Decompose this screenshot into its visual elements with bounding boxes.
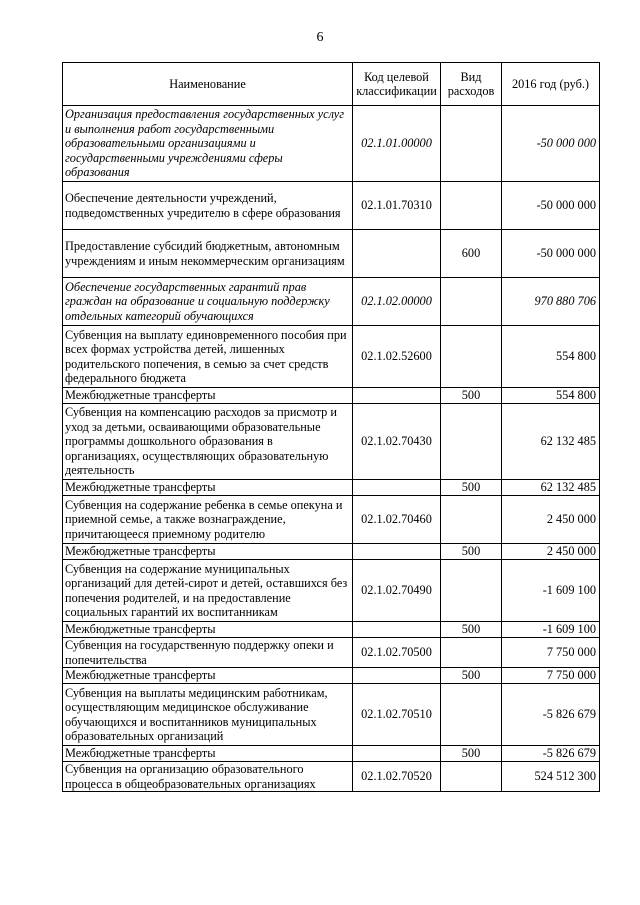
header-amount: 2016 год (руб.) — [502, 63, 600, 106]
cell-code: 02.1.02.70430 — [353, 404, 441, 480]
cell-code: 02.1.02.70460 — [353, 496, 441, 544]
table-row — [63, 388, 600, 404]
cell-code — [353, 668, 441, 684]
cell-name: Субвенция на выплату единовременного пособия при всех формах устройства детей, лишенных родительского попечения, в семью за счет средств федерального бюджета — [63, 326, 353, 388]
cell-amount: 2 450 000 — [502, 496, 600, 544]
cell-amount: -5 826 679 — [502, 746, 600, 762]
cell-code: 02.1.02.70500 — [353, 638, 441, 668]
cell-name: Предоставление субсидий бюджетным, автономным учреждениям и иным некоммерческим организациям — [63, 230, 353, 278]
budget-table — [62, 62, 600, 792]
table-body — [63, 106, 600, 792]
cell-type: 500 — [441, 480, 502, 496]
page-number: 6 — [316, 30, 324, 45]
table-row — [63, 230, 600, 278]
cell-type: 600 — [441, 230, 502, 278]
cell-name: Обеспечение государственных гарантий прав граждан на образование и социальную поддержку отдельных категорий обучающихся — [63, 278, 353, 326]
cell-amount: 524 512 300 — [502, 762, 600, 792]
cell-name: Межбюджетные трансферты — [63, 622, 353, 638]
cell-code: 02.1.02.70510 — [353, 684, 441, 746]
header-type: Вид расходов — [441, 63, 502, 106]
table-row — [63, 762, 600, 792]
cell-name: Субвенция на содержание муниципальных организаций для детей-сирот и детей, оставшихся без попечения родителей, и на предоставление социальных гарантий их воспитанникам — [63, 560, 353, 622]
header-code: Код целевой классификации — [353, 63, 441, 106]
table-header-row — [63, 63, 600, 106]
cell-name: Межбюджетные трансферты — [63, 544, 353, 560]
table-row — [63, 668, 600, 684]
cell-code: 02.1.01.00000 — [353, 106, 441, 182]
table-row — [63, 638, 600, 668]
cell-amount: -50 000 000 — [502, 106, 600, 182]
cell-amount: 554 800 — [502, 388, 600, 404]
cell-amount: 554 800 — [502, 326, 600, 388]
cell-name: Межбюджетные трансферты — [63, 668, 353, 684]
header-name: Наименование — [63, 63, 353, 106]
cell-amount: -1 609 100 — [502, 560, 600, 622]
table-row — [63, 404, 600, 480]
cell-code: 02.1.02.70490 — [353, 560, 441, 622]
cell-type: 500 — [441, 668, 502, 684]
table-row — [63, 496, 600, 544]
cell-type — [441, 638, 502, 668]
cell-type: 500 — [441, 746, 502, 762]
table-row — [63, 326, 600, 388]
cell-type — [441, 684, 502, 746]
cell-name: Субвенция на компенсацию расходов за присмотр и уход за детьми, осваивающими образовательные программы дошкольного образования в организациях, осуществляющих образовательную деятельность — [63, 404, 353, 480]
cell-name: Субвенция на выплаты медицинским работникам, осуществляющим медицинское обслуживание обучающихся и воспитанников муниципальных образовательных организаций — [63, 684, 353, 746]
table-row — [63, 560, 600, 622]
cell-code: 02.1.02.70520 — [353, 762, 441, 792]
cell-amount: 970 880 706 — [502, 278, 600, 326]
cell-type — [441, 496, 502, 544]
cell-type: 500 — [441, 622, 502, 638]
table-row — [63, 746, 600, 762]
table-row — [63, 278, 600, 326]
table-row — [63, 544, 600, 560]
cell-code: 02.1.02.52600 — [353, 326, 441, 388]
cell-code: 02.1.02.00000 — [353, 278, 441, 326]
cell-name: Организация предоставления государственных услуг и выполнения работ государственными образовательными организациями и государственными учреждениями сферы образования — [63, 106, 353, 182]
cell-amount: 62 132 485 — [502, 404, 600, 480]
cell-code — [353, 388, 441, 404]
cell-type — [441, 404, 502, 480]
cell-type — [441, 560, 502, 622]
cell-type — [441, 326, 502, 388]
cell-type — [441, 106, 502, 182]
cell-code — [353, 746, 441, 762]
cell-type: 500 — [441, 388, 502, 404]
table-row — [63, 182, 600, 230]
cell-type — [441, 278, 502, 326]
table-row — [63, 480, 600, 496]
cell-name: Межбюджетные трансферты — [63, 480, 353, 496]
table-row — [63, 106, 600, 182]
cell-code — [353, 480, 441, 496]
cell-type — [441, 762, 502, 792]
cell-code: 02.1.01.70310 — [353, 182, 441, 230]
cell-amount: 7 750 000 — [502, 668, 600, 684]
cell-type — [441, 182, 502, 230]
cell-amount: 7 750 000 — [502, 638, 600, 668]
cell-code — [353, 230, 441, 278]
cell-name: Межбюджетные трансферты — [63, 388, 353, 404]
cell-amount: -50 000 000 — [502, 182, 600, 230]
cell-code — [353, 622, 441, 638]
cell-type: 500 — [441, 544, 502, 560]
cell-code — [353, 544, 441, 560]
table-row — [63, 684, 600, 746]
cell-amount: -5 826 679 — [502, 684, 600, 746]
cell-name: Субвенция на содержание ребенка в семье опекуна и приемной семье, а также вознаграждение, причитающееся приемному родителю — [63, 496, 353, 544]
cell-name: Обеспечение деятельности учреждений, подведомственных учредителю в сфере образования — [63, 182, 353, 230]
cell-name: Субвенция на организацию образовательного процесса в общеобразовательных организациях — [63, 762, 353, 792]
cell-name: Субвенция на государственную поддержку опеки и попечительства — [63, 638, 353, 668]
cell-amount: -50 000 000 — [502, 230, 600, 278]
cell-amount: -1 609 100 — [502, 622, 600, 638]
table-row — [63, 622, 600, 638]
cell-amount: 2 450 000 — [502, 544, 600, 560]
cell-name: Межбюджетные трансферты — [63, 746, 353, 762]
cell-amount: 62 132 485 — [502, 480, 600, 496]
